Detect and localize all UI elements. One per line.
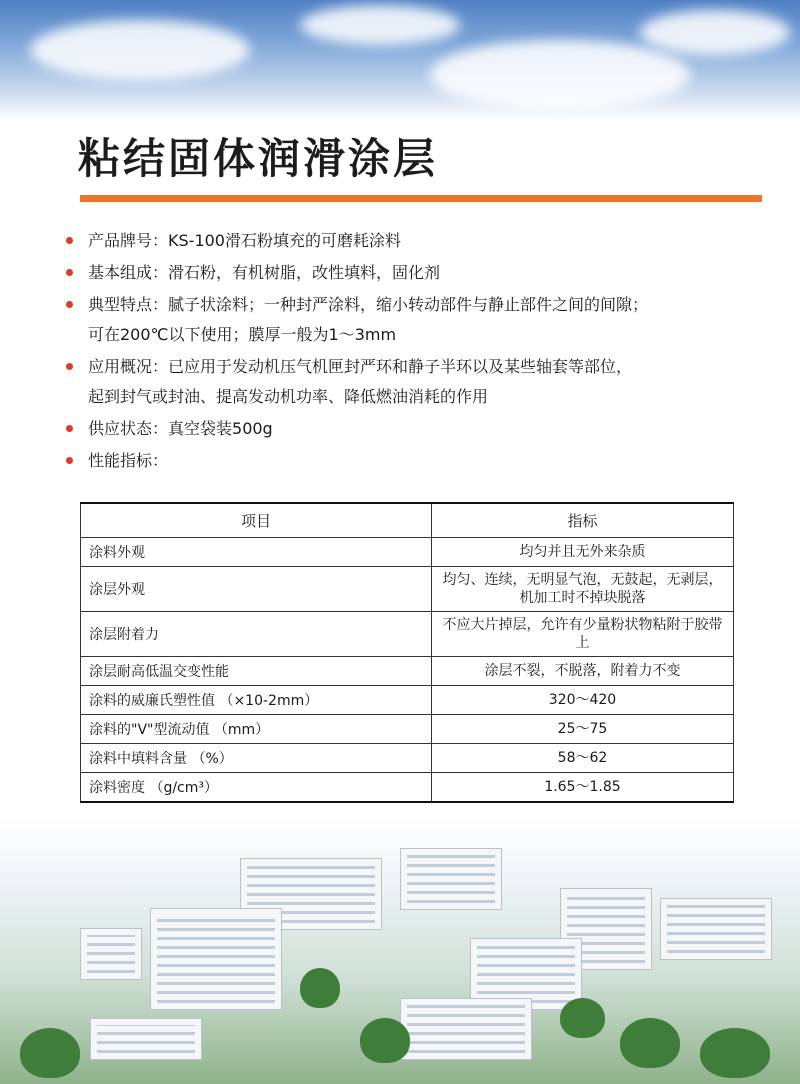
spec-value: 腻子状涂料；一种封严涂料，缩小转动部件与静止部件之间的间隙； [168, 295, 649, 314]
table-cell-item: 涂料的威廉氏塑性值 （×10-2mm） [81, 686, 432, 715]
bullet-icon [66, 425, 73, 432]
table-cell-value: 1.65～1.85 [432, 773, 734, 803]
column-header-item: 项目 [81, 503, 432, 538]
bullet-icon [66, 237, 73, 244]
spec-value: 已应用于发动机压气机匣封严环和静子半环以及某些轴套等部位， [168, 357, 633, 376]
table-row [81, 773, 734, 803]
table-cell-item: 涂料外观 [81, 538, 432, 567]
spec-item-performance [62, 446, 762, 476]
table-row [81, 612, 734, 657]
table-header-row [81, 503, 734, 538]
table-cell-item: 涂层耐高低温交变性能 [81, 657, 432, 686]
table-cell-item: 涂料密度 （g/cm³） [81, 773, 432, 803]
table-cell-value: 均匀并且无外来杂质 [432, 538, 734, 567]
spec-label: 典型特点： [88, 295, 169, 314]
spec-item-supply [62, 414, 762, 444]
table-cell-item: 涂料中填料含量 （%） [81, 744, 432, 773]
spec-value: KS-100滑石粉填充的可磨耗涂料 [168, 231, 401, 250]
table-cell-value: 涂层不裂，不脱落，附着力不变 [432, 657, 734, 686]
bullet-icon [66, 269, 73, 276]
table-row [81, 744, 734, 773]
table-row [81, 538, 734, 567]
page-title: 粘结固体润滑涂层 [78, 134, 439, 183]
spec-value: 真空袋装500g [168, 419, 273, 438]
spec-list [62, 226, 762, 478]
spec-item-brand [62, 226, 762, 256]
table-cell-value: 25～75 [432, 715, 734, 744]
spec-item-composition [62, 258, 762, 288]
spec-label: 基本组成： [88, 263, 169, 282]
table-row [81, 686, 734, 715]
spec-continuation: 起到封气或封油、提高发动机功率、降低燃油消耗的作用 [88, 387, 489, 406]
spec-label: 性能指标： [88, 451, 169, 470]
table-row [81, 715, 734, 744]
column-header-value: 指标 [432, 503, 734, 538]
performance-table [80, 502, 734, 803]
bullet-icon [66, 363, 73, 370]
table-cell-value: 不应大片掉层，允许有少量粉状物粘附于胶带上 [432, 612, 734, 657]
table-cell-value: 58～62 [432, 744, 734, 773]
spec-item-application [62, 352, 762, 412]
spec-label: 产品牌号： [88, 231, 169, 250]
sky-banner [0, 0, 800, 120]
campus-illustration [0, 818, 800, 1084]
table-cell-item: 涂层附着力 [81, 612, 432, 657]
spec-label: 应用概况： [88, 357, 169, 376]
bullet-icon [66, 301, 73, 308]
spec-value: 滑石粉，有机树脂，改性填料，固化剂 [168, 263, 441, 282]
bullet-icon [66, 457, 73, 464]
spec-item-features [62, 290, 762, 350]
spec-label: 供应状态： [88, 419, 169, 438]
spec-continuation: 可在200℃以下使用；膜厚一般为1～3mm [88, 325, 397, 344]
table-row [81, 657, 734, 686]
title-underline [80, 195, 762, 202]
table-cell-item: 涂料的"V"型流动值 （mm） [81, 715, 432, 744]
table-cell-item: 涂层外观 [81, 567, 432, 612]
table-cell-value: 320～420 [432, 686, 734, 715]
table-cell-value: 均匀、连续，无明显气泡，无鼓起，无剥层，机加工时不掉块脱落 [432, 567, 734, 612]
table-row [81, 567, 734, 612]
